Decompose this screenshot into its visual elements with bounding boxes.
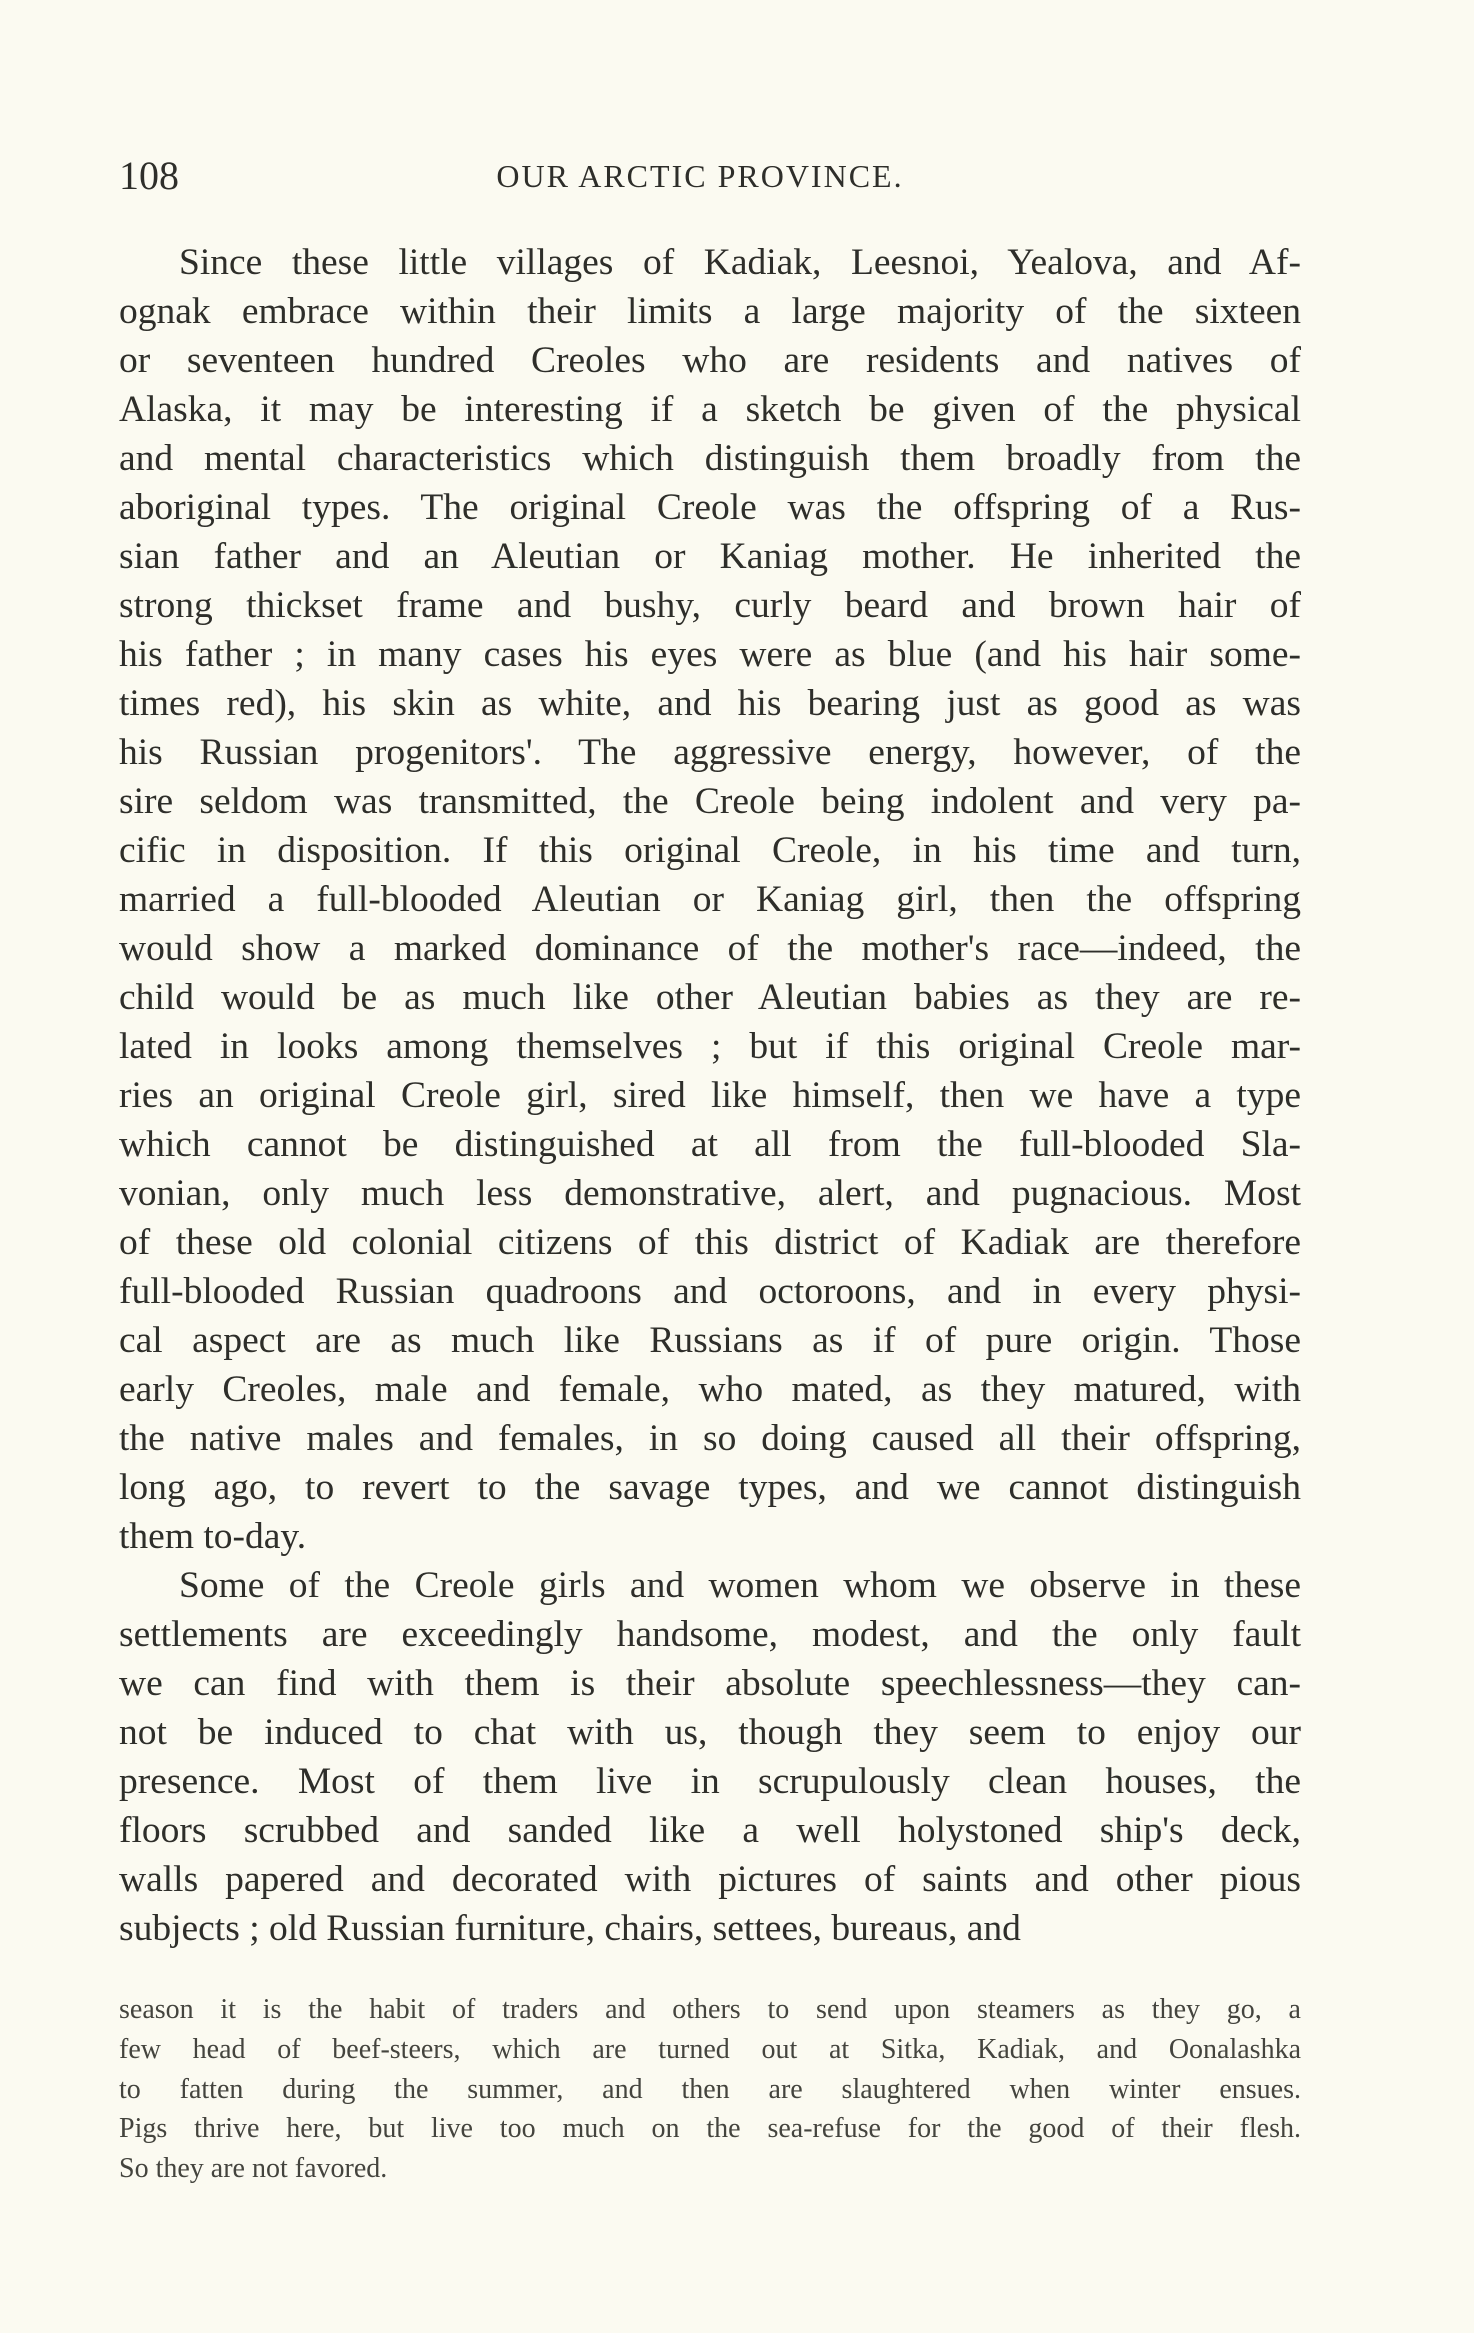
running-title: OUR ARCTIC PROVINCE. (496, 158, 904, 194)
text-line: presence. Most of them live in scrupulously clean houses, the (119, 1761, 1301, 1802)
text-line: of these old colonial citizens of this district of Kadiak are therefore (119, 1222, 1301, 1263)
text-line: would show a marked dominance of the mother's race—indeed, the (119, 928, 1301, 969)
text-line: lated in looks among themselves ; but if this original Creole mar- (119, 1026, 1301, 1067)
text-line: or seventeen hundred Creoles who are residents and natives of (119, 340, 1301, 381)
text-line: ries an original Creole girl, sired like himself, then we have a type (119, 1075, 1301, 1116)
text-line: not be induced to chat with us, though they seem to enjoy our (119, 1712, 1301, 1753)
text-line: and mental characteristics which distinguish them broadly from the (119, 438, 1301, 479)
footnote-line: So they are not favored. (119, 2153, 388, 2185)
text-line: his Russian progenitors'. The aggressive energy, however, of the (119, 732, 1301, 773)
text-line: we can find with them is their absolute speechlessness—they can- (119, 1663, 1301, 1704)
text-line: long ago, to revert to the savage types, and we cannot distinguish (119, 1467, 1301, 1508)
text-line: cal aspect are as much like Russians as if of pure origin. Those (119, 1320, 1301, 1361)
text-line: them to-day. (119, 1516, 307, 1557)
text-line: Some of the Creole girls and women whom we observe in these (179, 1565, 1301, 1606)
text-line: subjects ; old Russian furniture, chairs, settees, bureaus, and (119, 1908, 1021, 1949)
text-line: settlements are exceedingly handsome, modest, and the only fault (119, 1614, 1301, 1655)
text-line: Since these little villages of Kadiak, Leesnoi, Yealova, and Af- (179, 242, 1301, 283)
text-line: aboriginal types. The original Creole was the offspring of a Rus- (119, 487, 1301, 528)
text-line: strong thickset frame and bushy, curly beard and brown hair of (119, 585, 1301, 626)
text-line: cific in disposition. If this original Creole, in his time and turn, (119, 830, 1301, 871)
text-line: floors scrubbed and sanded like a well holystoned ship's deck, (119, 1810, 1301, 1851)
text-line: full-blooded Russian quadroons and octoroons, and in every physi- (119, 1271, 1301, 1312)
text-line: which cannot be distinguished at all from the full-blooded Sla- (119, 1124, 1301, 1165)
text-line: vonian, only much less demonstrative, alert, and pugnacious. Most (119, 1173, 1301, 1214)
footnote (119, 1990, 1301, 2189)
footnote-line: to fatten during the summer, and then are slaughtered when winter ensues. (119, 2073, 1301, 2105)
footnote-line: few head of beef-steers, which are turned out at Sitka, Kadiak, and Oonalashka (119, 2033, 1301, 2065)
text-line: his father ; in many cases his eyes were as blue (and his hair some- (119, 634, 1301, 675)
text-line: ognak embrace within their limits a large majority of the sixteen (119, 291, 1301, 332)
text-line: Alaska, it may be interesting if a sketch be given of the physical (119, 389, 1301, 430)
text-line: sian father and an Aleutian or Kaniag mother. He inherited the (119, 536, 1301, 577)
text-line: times red), his skin as white, and his bearing just as good as was (119, 683, 1301, 724)
text-line: the native males and females, in so doing caused all their offspring, (119, 1418, 1301, 1459)
page-number: 108 (119, 153, 179, 198)
text-line: married a full-blooded Aleutian or Kaniag girl, then the offspring (119, 879, 1301, 920)
text-line: child would be as much like other Aleutian babies as they are re- (119, 977, 1301, 1018)
text-line: early Creoles, male and female, who mated, as they matured, with (119, 1369, 1301, 1410)
footnote-line: season it is the habit of traders and others to send upon steamers as they go, a (119, 1994, 1301, 2025)
text-line: walls papered and decorated with pictures of saints and other pious (119, 1859, 1301, 1900)
footnote-line: Pigs thrive here, but live too much on the sea-refuse for the good of their flesh. (119, 2113, 1301, 2145)
body-text (119, 238, 1301, 1953)
text-line: sire seldom was transmitted, the Creole being indolent and very pa- (119, 781, 1301, 822)
